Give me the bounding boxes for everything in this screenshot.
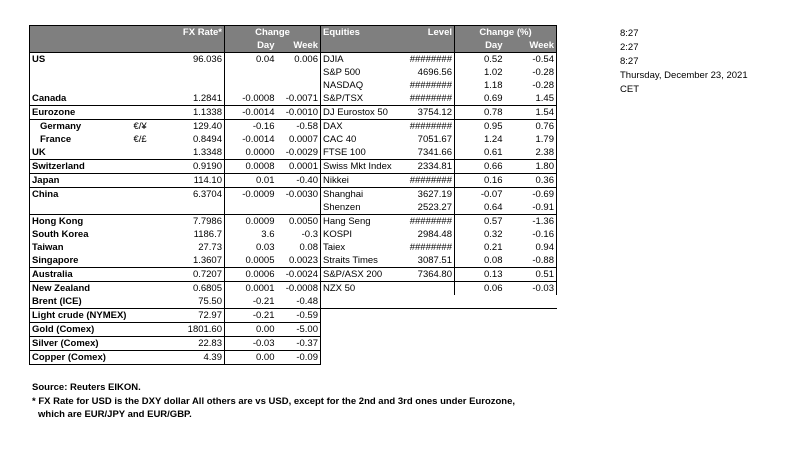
level-cell: 2523.27 [403,201,455,215]
fx-rate-cell: 96.036 [162,53,225,67]
table-row [30,201,557,215]
pair-cell [132,309,162,323]
eq-week-cell: 0.51 [505,268,557,282]
fx-day-cell [225,66,277,79]
eq-week-cell: 1.45 [505,92,557,106]
country-cell: Hong Kong [30,215,132,229]
equity-name-cell: Shenzen [321,201,403,215]
country-cell: UK [30,146,132,160]
country-cell: Switzerland [30,160,132,174]
equity-name-cell: Shanghai [321,188,403,202]
country-cell: Light crude (NYMEX) [30,309,132,323]
fx-day-cell: -0.0009 [242,189,275,200]
table-row [30,53,557,67]
table-row [30,174,557,188]
time-line-2: 2:27 [620,42,639,53]
fx-rate-cell: 22.83 [162,337,225,351]
equity-name-cell: KOSPI [321,228,403,241]
source-note: Source: Reuters EIKON. [32,382,141,393]
country-cell: Japan [30,174,132,188]
fx-week-cell: -0.48 [277,295,321,309]
eq-day-cell: 0.32 [484,229,503,240]
table-row [30,254,557,268]
pair-cell [132,228,162,241]
country-cell: South Korea [30,228,132,241]
eq-week-cell: -0.28 [505,79,557,92]
equity-name-cell: DJIA [321,53,403,67]
level-cell: 7341.66 [403,146,455,160]
table-row [30,309,557,323]
fx-week-cell: 0.006 [277,53,321,67]
table-row [30,282,557,296]
fx-day-cell: -0.21 [225,309,277,323]
fx-week-cell [277,66,321,79]
table-row [30,228,557,241]
fx-rate-cell: 75.50 [162,295,225,309]
level-cell: 3754.12 [403,106,455,120]
table-row [30,120,557,134]
eq-week-cell: -0.69 [505,188,557,202]
eq-day-cell: 1.02 [484,67,503,78]
time-line-3: 8:27 [620,56,639,67]
fx-week-cell: 0.0050 [277,215,321,229]
level-cell: ######## [403,53,455,67]
fx-day-cell: 0.0008 [225,160,277,174]
pair-cell [132,337,162,351]
fx-day-cell: 0.0006 [225,268,277,282]
eq-week-cell [505,323,557,337]
fx-week-cell: -0.0008 [277,282,321,296]
eq-week-cell: 2.38 [505,146,557,160]
fx-day-cell: 0.00 [225,323,277,337]
fx-day-cell: -0.0008 [225,92,277,106]
eq-day-cell [455,295,505,309]
pair-cell [132,282,162,296]
pair-cell [132,66,162,79]
fx-day-cell: 0.04 [256,54,275,65]
timestamp-panel [620,27,748,97]
eq-week-cell: 1.79 [505,133,557,146]
fx-rate-cell: 0.8494 [162,133,225,146]
pair-cell [132,160,162,174]
eq-day-cell: 0.64 [455,201,505,215]
fx-day-cell [225,79,277,92]
country-cell [30,66,132,79]
country-cell: Germany [30,120,132,134]
fx-day-cell: -0.0014 [242,134,275,145]
level-cell: 7364.80 [403,268,455,282]
level-cell: ######## [403,241,455,254]
fx-day-cell: 0.00 [225,351,277,365]
table-row [30,160,557,174]
fx-day-cell: 0.0001 [245,283,275,294]
fx-day-cell: -0.0014 [225,106,277,120]
eq-week-cell [505,337,557,351]
table-row [30,66,557,79]
country-cell [30,201,132,215]
eq-day-cell: 0.57 [484,216,503,227]
fx-footnote-1: * FX Rate for USD is the DXY dollar All others are vs USD, except for the 2nd and 3rd ones under Eurozone, [32,395,516,407]
eq-week-cell: -0.88 [505,254,557,268]
fx-day-cell: 0.0000 [225,146,277,160]
table-row [30,323,557,337]
country-cell: Singapore [30,254,132,268]
table-row [30,351,557,365]
eq-day-cell: -0.07 [480,189,503,200]
fx-footnote-2: which are EUR/JPY and EUR/GBP. [38,409,192,420]
country-cell: China [30,188,132,202]
country-cell: Silver (Comex) [30,337,132,351]
fx-day-cell: 0.01 [225,174,277,188]
table-row [30,215,557,229]
eq-day-cell: 0.78 [455,106,505,120]
equity-name-cell: FTSE 100 [321,146,403,160]
equity-name-cell: Nikkei [321,174,403,188]
country-cell: Copper (Comex) [30,351,132,365]
pair-cell [132,295,162,309]
eq-day-cell [455,337,505,351]
pair-cell [132,323,162,337]
table-row [30,188,557,202]
fx-week-cell: -0.0029 [277,146,321,160]
eq-day-cell: 0.95 [484,121,503,132]
equity-name-cell: Taiex [321,241,403,254]
date-text: Thursday, December 23, 2021 [620,70,748,81]
header-row-2 [30,39,557,53]
pair-cell [132,268,162,282]
fx-day-cell [225,201,277,215]
eq-day-cell: 0.06 [484,283,503,294]
header-blank-pair [132,26,162,40]
pair-cell [132,92,162,106]
timezone-text: CET [620,84,639,95]
level-cell: ######## [403,79,455,92]
fx-rate-cell: 0.7207 [162,268,225,282]
equity-name-cell [321,351,403,365]
eq-week-cell: -0.16 [505,228,557,241]
header-row-1 [30,26,557,40]
equity-name-cell [321,323,403,337]
eq-day-cell [455,309,505,323]
fx-week-cell: 0.0023 [277,254,321,268]
fx-day-cell: 3.6 [261,229,275,240]
level-cell: ######## [403,215,455,229]
market-data-table [29,25,557,365]
fx-rate-cell: 1801.60 [162,323,225,337]
country-cell: New Zealand [30,282,132,296]
fx-day-cell: -0.21 [225,295,277,309]
eq-day-cell: 0.69 [455,92,505,106]
fx-rate-cell: 1.3348 [162,146,225,160]
pair-cell [132,174,162,188]
equity-name-cell [321,295,403,309]
level-cell: ######## [403,174,455,188]
eq-day-cell: 0.13 [455,268,505,282]
table-row [30,92,557,106]
equity-name-cell: DJ Eurostox 50 [321,106,403,120]
equity-name-cell: DAX [321,120,403,134]
header-fx-week: Week [277,39,321,53]
fx-rate-cell: 6.3704 [162,188,225,202]
header-eq-day: Day [455,39,505,53]
eq-day-cell: 0.16 [455,174,505,188]
pair-cell [132,188,162,202]
table-row [30,295,557,309]
fx-rate-cell [162,201,225,215]
equity-name-cell: Swiss Mkt Index [321,160,403,174]
header-equities: Equities [321,26,403,40]
level-cell: 7051.67 [403,133,455,146]
fx-week-cell: -0.0030 [277,188,321,202]
country-cell: Gold (Comex) [30,323,132,337]
eq-day-cell: 0.21 [484,242,503,253]
eq-week-cell: -0.28 [505,66,557,79]
pair-cell [132,79,162,92]
fx-rate-cell: 72.97 [162,309,225,323]
level-cell [403,351,455,365]
fx-week-cell: -0.3 [277,228,321,241]
pair-cell [132,53,162,67]
header-fx-rate: FX Rate* [162,26,225,40]
fx-rate-cell: 1186.7 [162,228,225,241]
fx-rate-cell: 1.1338 [162,106,225,120]
fx-rate-cell [162,79,225,92]
equity-name-cell: S&P/ASX 200 [321,268,403,282]
fx-week-cell: -0.37 [277,337,321,351]
equity-name-cell: S&P/TSX [321,92,403,106]
fx-week-cell: -0.59 [277,309,321,323]
equity-name-cell: Straits Times [321,254,403,268]
level-cell [403,282,455,296]
pair-cell [132,351,162,365]
pair-cell: €/£ [133,134,147,145]
fx-rate-cell: 1.3607 [162,254,225,268]
level-cell: 2334.81 [403,160,455,174]
fx-week-cell [277,79,321,92]
fx-week-cell: 0.08 [277,241,321,254]
eq-week-cell: 1.80 [505,160,557,174]
eq-week-cell [505,309,557,323]
equity-name-cell: CAC 40 [321,133,403,146]
pair-cell [132,146,162,160]
header-blank [30,26,132,40]
level-cell: 3627.19 [403,188,455,202]
header-fx-change: Change [225,26,321,40]
eq-week-cell: 1.54 [505,106,557,120]
fx-rate-cell: 4.39 [162,351,225,365]
header-change-pct: Change (%) [455,26,557,40]
time-line-1: 8:27 [620,28,639,39]
country-cell: Taiwan [30,241,132,254]
eq-week-cell [505,351,557,365]
header-level: Level [403,26,455,40]
table-row [30,241,557,254]
pair-cell [132,201,162,215]
equity-name-cell [321,337,403,351]
fx-week-cell: 0.0001 [277,160,321,174]
country-cell: Canada [30,92,132,106]
level-cell: 3087.51 [403,254,455,268]
fx-rate-cell: 1.2841 [162,92,225,106]
footnotes [32,381,515,422]
level-cell: 4696.56 [403,66,455,79]
pair-cell: €/¥ [133,121,147,132]
header-eq-week: Week [505,39,557,53]
table-row [30,133,557,146]
fx-week-cell: -0.0071 [277,92,321,106]
fx-week-cell: -0.0010 [277,106,321,120]
equity-name-cell: S&P 500 [321,66,403,79]
table-row [30,106,557,120]
fx-day-cell: 0.0005 [225,254,277,268]
eq-day-cell: 1.24 [484,134,503,145]
eq-week-cell [505,295,557,309]
eq-day-cell: 0.52 [484,54,503,65]
level-cell [403,309,455,323]
level-cell [403,295,455,309]
fx-week-cell: -0.58 [277,120,321,134]
level-cell: ######## [403,120,455,134]
fx-day-cell: -0.16 [252,121,275,132]
fx-rate-cell: 129.40 [162,120,225,134]
table-row [30,268,557,282]
table-row [30,337,557,351]
country-cell [30,79,132,92]
pair-cell [132,215,162,229]
equity-name-cell: Hang Seng [321,215,403,229]
fx-rate-cell: 114.10 [162,174,225,188]
table-row [30,79,557,92]
fx-day-cell: 0.0009 [245,216,275,227]
eq-day-cell [455,323,505,337]
country-cell: France [30,133,132,146]
eq-week-cell: -0.54 [505,53,557,67]
fx-rate-cell: 7.7986 [162,215,225,229]
eq-day-cell: 1.18 [484,80,503,91]
fx-week-cell: -0.09 [277,351,321,365]
eq-day-cell: 0.61 [455,146,505,160]
fx-day-cell: 0.03 [256,242,275,253]
country-cell: Brent (ICE) [30,295,132,309]
country-cell: US [30,53,132,67]
pair-cell [132,241,162,254]
eq-week-cell: -1.36 [505,215,557,229]
fx-week-cell: -0.40 [277,174,321,188]
eq-week-cell: 0.76 [505,120,557,134]
country-cell: Eurozone [30,106,132,120]
eq-week-cell: -0.03 [505,282,557,296]
eq-week-cell: 0.94 [505,241,557,254]
eq-day-cell [455,351,505,365]
equity-name-cell [321,309,403,323]
fx-week-cell [277,201,321,215]
fx-rate-cell: 0.6805 [162,282,225,296]
level-cell: 2984.48 [403,228,455,241]
table-row [30,146,557,160]
equity-name-cell: NZX 50 [321,282,403,296]
fx-rate-cell: 0.9190 [162,160,225,174]
pair-cell [132,254,162,268]
eq-week-cell: 0.36 [505,174,557,188]
fx-rate-cell: 27.73 [162,241,225,254]
fx-week-cell: 0.0007 [277,133,321,146]
eq-day-cell: 0.08 [455,254,505,268]
fx-week-cell: -0.0024 [277,268,321,282]
eq-week-cell: -0.91 [505,201,557,215]
fx-rate-cell [162,66,225,79]
fx-week-cell: -5.00 [277,323,321,337]
fx-day-cell: -0.03 [225,337,277,351]
header-fx-day: Day [225,39,277,53]
equity-name-cell: NASDAQ [321,79,403,92]
country-cell: Australia [30,268,132,282]
eq-day-cell: 0.66 [455,160,505,174]
level-cell: ######## [403,92,455,106]
level-cell [403,323,455,337]
level-cell [403,337,455,351]
pair-cell [132,106,162,120]
